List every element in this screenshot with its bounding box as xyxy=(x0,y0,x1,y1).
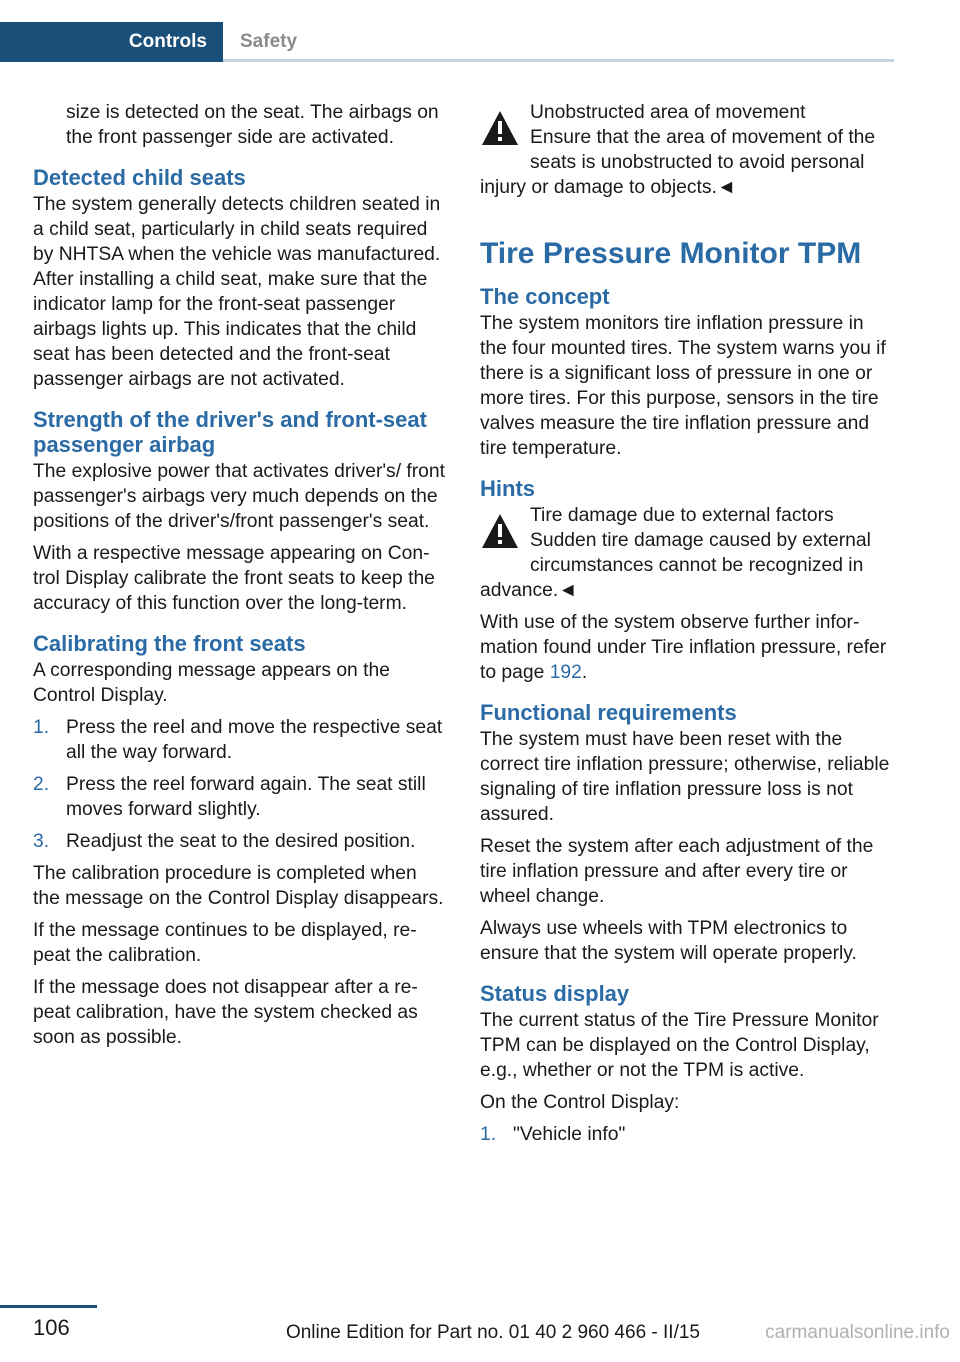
calibrating-text-2: If the message continues to be displayed, repeat the calibration. xyxy=(33,920,417,966)
warning-text: Sudden tire damage caused by external circumstances cannot be recognized in advance.◄ xyxy=(480,530,871,601)
functional-text-1: The system must have been reset with the correct tire inflation pressure; otherwise, reliable signaling of tire inflation pressure loss is not assured. xyxy=(480,729,890,825)
heading-calibrating: Calibrating the front seats xyxy=(33,631,306,656)
tab-safety[interactable]: Safety xyxy=(240,31,298,52)
step-text: Press the reel forward again. The seat still moves forward slightly. xyxy=(66,774,426,820)
concept-text: The system monitors tire inflation pressure in the four mounted tires. The system warns you if there is a significant loss of pressure in one or more tires. For this purpose, sensors in the tire valves measure the tire inflation pressure and tire temperature. xyxy=(480,313,886,459)
page-link-192[interactable]: 192 xyxy=(549,662,582,683)
list-item xyxy=(33,772,445,822)
warning-text: Ensure that the area of movement of the seats is unobstructed to avoid personal injury or damage to objects.◄ xyxy=(480,127,876,198)
chapter-tabs xyxy=(0,22,894,62)
heading-hints: Hints xyxy=(480,476,535,501)
status-steps xyxy=(480,1122,890,1147)
heading-status-display: Status display xyxy=(480,981,630,1006)
right-column xyxy=(480,100,890,1154)
step-text: Press the reel and move the respective seat all the way forward. xyxy=(66,717,443,763)
warning-triangle-icon xyxy=(480,108,520,148)
hints-text-before: With use of the system observe further information found under Tire inflation pressure, refer to page xyxy=(480,612,887,683)
heading-functional-requirements: Functional requirements xyxy=(480,700,737,725)
page-number: 106 xyxy=(33,1315,70,1340)
left-column xyxy=(33,100,445,1057)
step-number: 1. xyxy=(33,717,50,738)
step-number: 2. xyxy=(33,774,50,795)
tab-controls[interactable]: Controls xyxy=(0,22,223,62)
watermark: carmanualsonline.info xyxy=(765,1322,950,1343)
functional-text-2: Reset the system after each adjustment of the tire inflation pressure and after every tire or wheel change. xyxy=(480,836,874,907)
status-text-1: The current status of the Tire Pressure Monitor TPM can be displayed on the Control Display, e.g., whether or not the TPM is active. xyxy=(480,1010,879,1081)
edition-text: Online Edition for Part no. 01 40 2 960 466 - II/15 xyxy=(285,1322,700,1343)
footer-rule xyxy=(0,1305,97,1308)
warning-tire-damage xyxy=(480,503,890,603)
list-item xyxy=(33,829,445,854)
list-item xyxy=(480,1122,890,1147)
list-item xyxy=(33,715,445,765)
detected-text: The system generally detects children seated in a child seat, particularly in child seats required by NHTSA when the vehicle was manufactured. After installing a child seat, make sure that the indicator lamp for the front-seat passenger airbags lights up. This indicates that the child seat has been detected and the front-seat passenger airbags are not activated. xyxy=(33,194,441,390)
status-text-2: On the Control Display: xyxy=(480,1092,680,1113)
step-number: 1. xyxy=(480,1124,497,1145)
calibrating-text-3: If the message does not disappear after a repeat calibration, have the system checked as soon as possible. xyxy=(33,977,418,1048)
functional-text-3: Always use wheels with TPM electronics to ensure that the system will operate properly. xyxy=(480,918,857,964)
warning-triangle-icon xyxy=(480,511,520,551)
warning-unobstructed xyxy=(480,100,890,200)
step-number: 3. xyxy=(33,831,50,852)
header-rule xyxy=(223,59,894,62)
calibrating-intro: A corresponding message appears on the Control Display. xyxy=(33,660,390,706)
warning-title: Unobstructed area of movement xyxy=(530,102,806,123)
intro-text: size is detected on the seat. The airbags on the front passenger side are activated. xyxy=(66,102,439,148)
hints-text xyxy=(480,610,890,685)
heading-concept: The concept xyxy=(480,284,610,309)
step-text: "Vehicle info" xyxy=(513,1124,626,1145)
heading-airbag-strength: Strength of the driver's and front-seat passenger airbag xyxy=(33,407,427,457)
strength-text-2: With a respective message appearing on Control Display calibrate the front seats to keep the accuracy of this function over the long-term. xyxy=(33,543,435,614)
heading-detected-child-seats: Detected child seats xyxy=(33,165,246,190)
hints-text-after: . xyxy=(581,662,588,683)
strength-text-1: The explosive power that activates driver's/ front passenger's airbags very much depends on the positions of the driver's/front passenger's seat. xyxy=(33,461,445,532)
step-text: Readjust the seat to the desired position. xyxy=(66,831,416,852)
heading-tpm: Tire Pressure Monitor TPM xyxy=(480,237,862,270)
calibration-steps xyxy=(33,715,445,854)
calibrating-text-1: The calibration procedure is completed when the message on the Control Display disappears. xyxy=(33,863,444,909)
warning-title: Tire damage due to external factors xyxy=(530,505,834,526)
